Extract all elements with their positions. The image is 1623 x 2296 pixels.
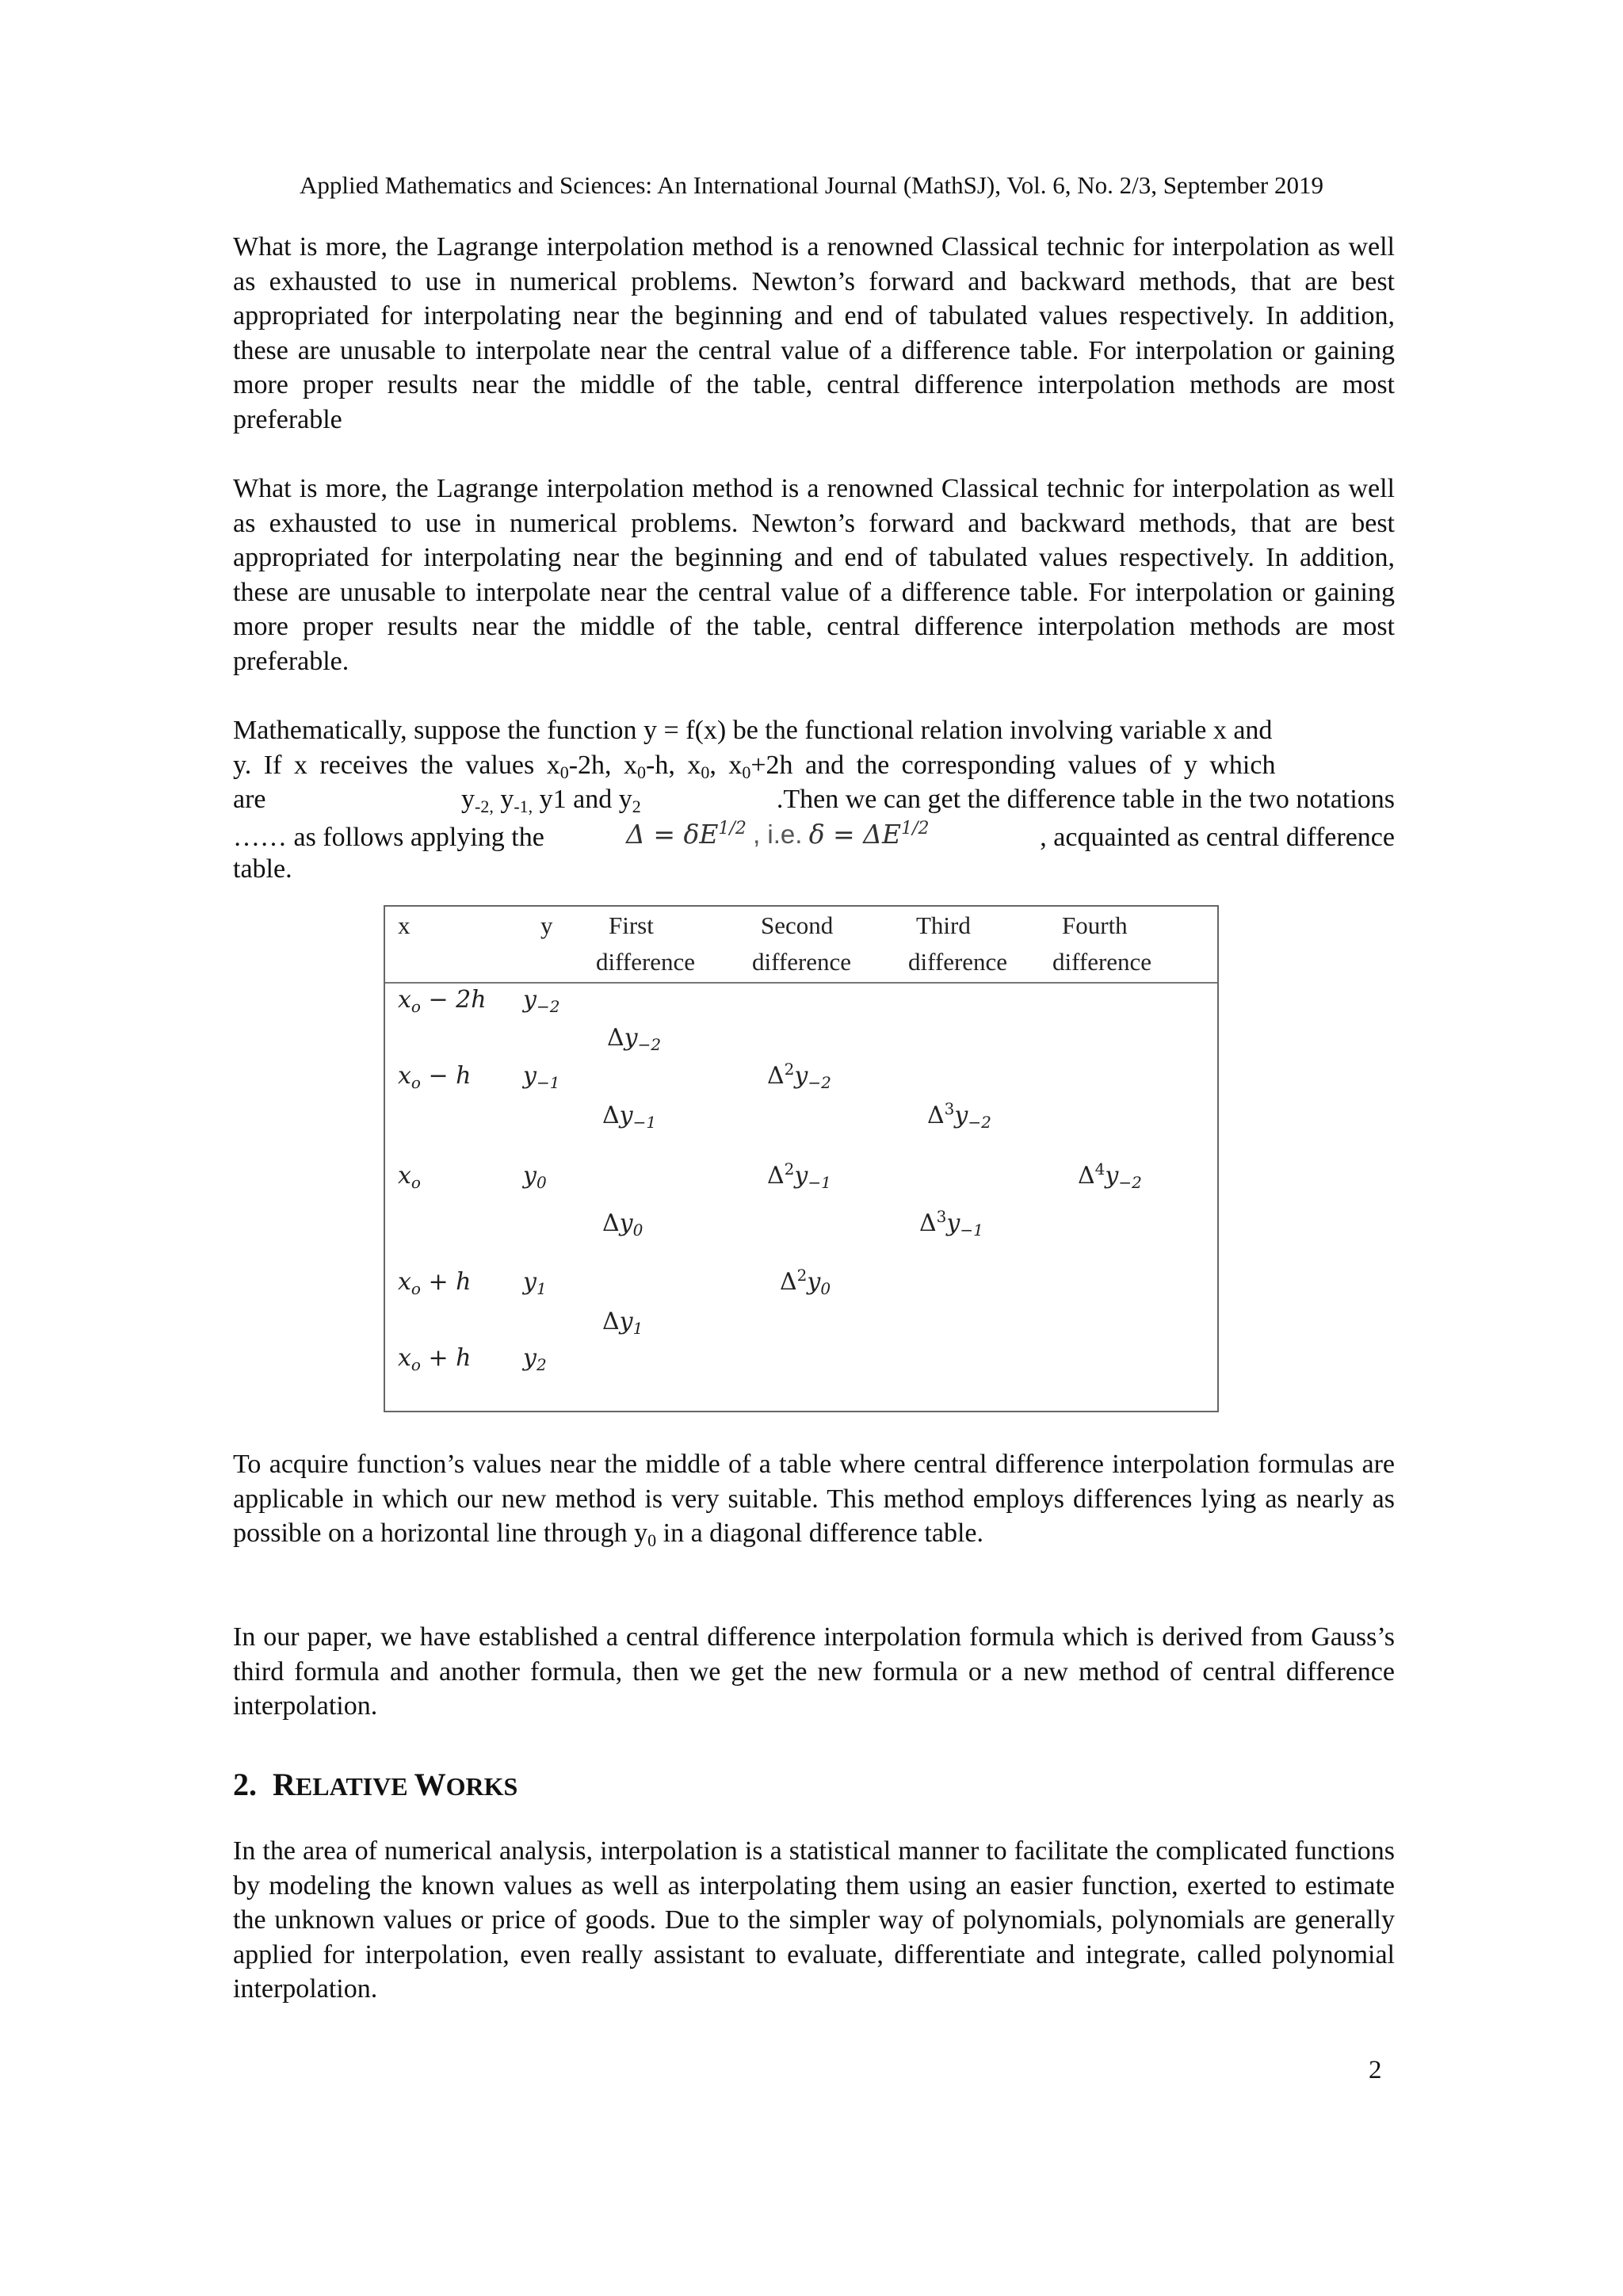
x-value: $x_o$: [398, 1162, 421, 1192]
central-difference-table: [384, 905, 1219, 1412]
header-third-1: Third: [916, 911, 971, 939]
y-value: $y_1$: [523, 1268, 547, 1298]
paragraph-2-text: What is more, the Lagrange interpolation method is a renowned Classical technic for interpolation as well as exhausted to use in numerical problems. Newton’s forward and backward methods, that are best appropriated for interpolating near the beginning and end of tabulated values respectively. In addition, these are unusable to interpolate near the central value of a difference table. For interpolation or gaining more proper results near the middle of the table, central difference interpolation methods are most preferable.: [233, 474, 1395, 676]
paragraph-3: To acquire function’s values near the middle of a table where central difference interpolation formulas are applicable in which our new method is very suitable. This method employs differences lying as nearly as possible on a horizontal line through $y_0$ in a diagonal difference table.: [233, 1450, 1395, 1550]
formula-delta: $\Delta = \delta E^{1/2}$ , i.e. $\delta = \Delta E^{1/2}$: [626, 818, 930, 850]
first-difference: $\Delta y_{-2}$: [607, 1024, 662, 1054]
page-number: 2: [1369, 2056, 1382, 2084]
header-first-1: First: [609, 911, 654, 939]
running-header: Applied Mathematics and Sciences: An International Journal (MathSJ), Vol. 6, No. 2/3, September 2019: [299, 171, 1324, 199]
second-difference: $\Delta^2y_{-1}$: [767, 1159, 831, 1192]
paragraph-2: [233, 472, 1395, 678]
first-difference: $\Delta y_1$: [602, 1308, 643, 1338]
header-second-2: difference: [752, 948, 852, 976]
y-value: $y_2$: [523, 1344, 547, 1374]
header-x: x: [398, 911, 411, 939]
math-paragraph: [233, 713, 1395, 886]
section-heading: 2. RELATIVE WORKS: [233, 1767, 518, 1802]
math-line-4: …… as follows applying the $\Delta = \delta E^{1/2}$ , i.e. $\delta = \Delta E^{1/2}$ , acquainted as central difference: [233, 818, 1395, 852]
math-line-2: y. If x receives the values $x_0-2h$, $x_0-h$, $x_0$, $x_0+2h$ and the corresponding values of y which: [233, 750, 1276, 782]
header-y: y: [540, 911, 553, 939]
paragraph-5: In the area of numerical analysis, interpolation is a statistical manner to facilitate the complicated functions by modeling the known values as well as interpolating them using an easier function, exerted to estimate the unknown values or price of goods. Due to the simpler way of polynomials, polynomials are generally applied for interpolation, even really assistant to evaluate, differentiate and integrate, called polynomial interpolation.: [233, 1836, 1395, 2004]
x-value: $x_o + h$: [398, 1344, 472, 1374]
first-difference: $\Delta y_0$: [602, 1209, 643, 1240]
header-fourth-1: Fourth: [1062, 911, 1128, 939]
second-difference: $\Delta^2y_{-2}$: [767, 1060, 831, 1092]
x-value: $x_o - 2h$: [398, 986, 487, 1016]
first-difference: $\Delta y_{-1}$: [602, 1102, 657, 1132]
x-value: $x_o - h$: [398, 1062, 472, 1092]
paragraph-1-text: What is more, the Lagrange interpolation method is a renowned Classical technic for interpolation as well as exhausted to use in numerical problems. Newton’s forward and backward methods, that are best appropriated for interpolating near the beginning and end of tabulated values respectively. In addition, these are unusable to interpolate near the central value of a difference table. For interpolation or gaining more proper results near the middle of the table, central difference interpolation methods are most preferable: [233, 232, 1395, 434]
y-value: $y_0$: [523, 1162, 547, 1192]
math-line-3: are $y_{-2,}$ $y_{-1,}$ y1 and $y_2$ .Then we can get the difference table in the two notations: [233, 785, 1395, 816]
y-value: $y_{-1}$: [523, 1062, 560, 1092]
math-line-1: Mathematically, suppose the function y = f(x) be the functional relation involving variable x and: [233, 716, 1273, 745]
fourth-difference: $\Delta^4y_{-2}$: [1078, 1159, 1142, 1192]
header-fourth-2: difference: [1052, 948, 1152, 976]
second-difference: $\Delta^2y_0$: [780, 1266, 831, 1298]
third-difference: $\Delta^3y_{-1}$: [919, 1207, 983, 1240]
table-header-divider: [385, 982, 1217, 984]
y-value: $y_{-2}$: [523, 986, 560, 1016]
math-line-5: table.: [233, 854, 292, 884]
header-third-2: difference: [908, 948, 1008, 976]
paragraph-1: [233, 230, 1395, 437]
header-second-1: Second: [761, 911, 834, 939]
x-value: $x_o + h$: [398, 1268, 472, 1298]
header-first-2: difference: [596, 948, 696, 976]
paragraph-4: In our paper, we have established a central difference interpolation formula which is derived from Gauss’s third formula and another formula, then we get the new formula or a new method of central difference interpolation.: [233, 1622, 1395, 1721]
third-difference: $\Delta^3y_{-2}$: [927, 1099, 991, 1132]
